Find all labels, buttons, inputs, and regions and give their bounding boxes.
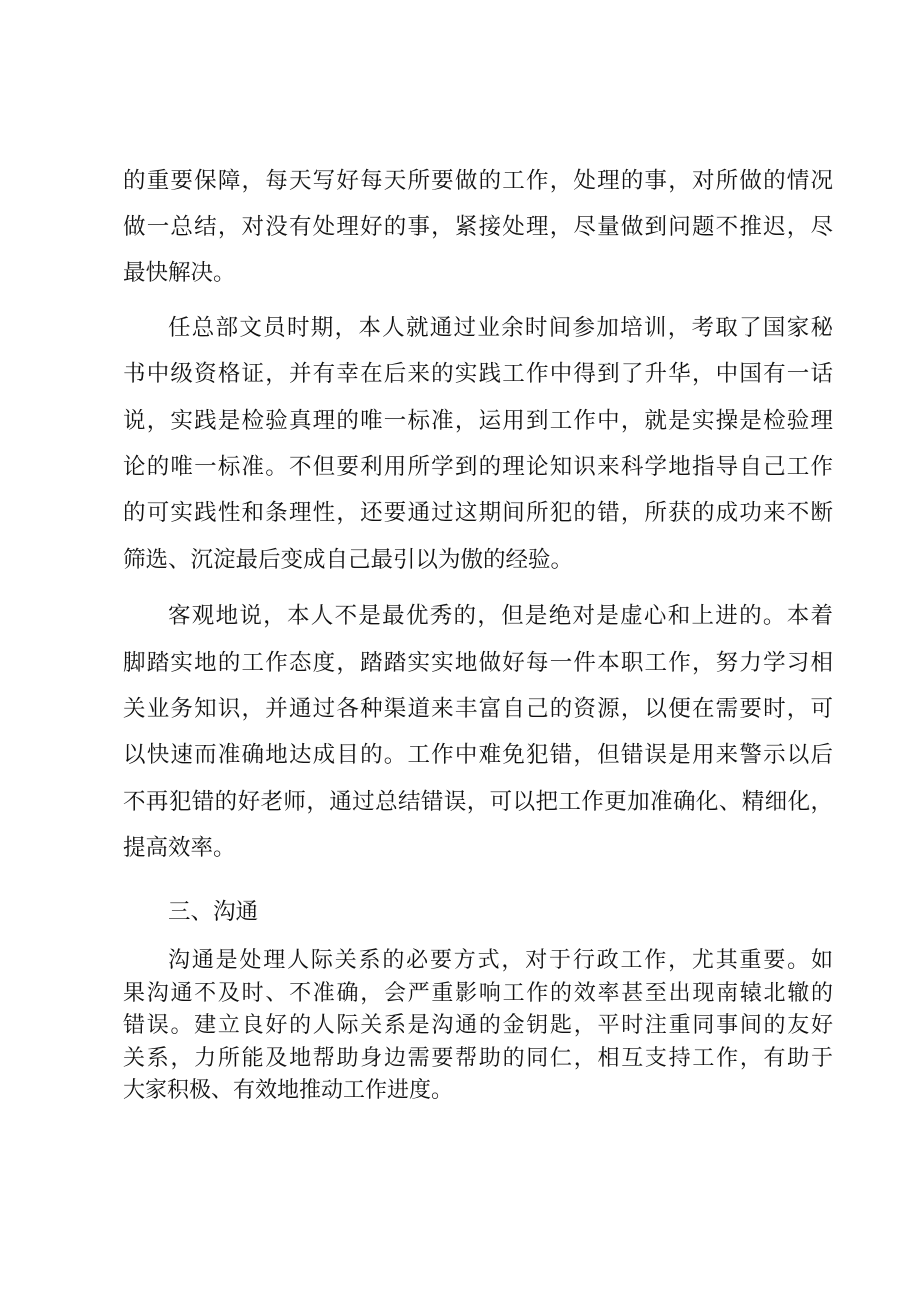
paragraph-3-line-5: 不再犯错的好老师，通过总结错误，可以把工作更加准确化、精细化，: [123, 789, 833, 815]
paragraph-2-line-4: 论的唯一标准。不但要利用所学到的理论知识来科学地指导自己工作: [123, 454, 833, 480]
paragraph-1-line-2: 做一总结，对没有处理好的事，紧接处理，尽量做到问题不推迟，尽: [123, 214, 833, 240]
paragraph-4-line-3: 错误。建立良好的人际关系是沟通的金钥匙，平时注重同事间的友好: [123, 1013, 833, 1038]
paragraph-3-line-3: 关业务知识，并通过各种渠道来丰富自己的资源，以便在需要时，可: [123, 696, 833, 722]
paragraph-2-line-6: 筛选、沉淀最后变成自己最引以为傲的经验。: [123, 547, 574, 573]
paragraph-1-line-3: 最快解决。: [123, 260, 236, 286]
paragraph-4-line-2: 果沟通不及时、不准确，会严重影响工作的效率甚至出现南辕北辙的: [123, 981, 833, 1006]
paragraph-3-line-4: 以快速而准确地达成目的。工作中难免犯错，但错误是用来警示以后: [123, 742, 833, 768]
paragraph-2-line-2: 书中级资格证，并有幸在后来的实践工作中得到了升华，中国有一话: [123, 361, 833, 387]
paragraph-2-line-3: 说，实践是检验真理的唯一标准，运用到工作中，就是实操是检验理: [123, 408, 833, 434]
paragraph-2-line-1: 任总部文员时期，本人就通过业余时间参加培训，考取了国家秘: [168, 315, 833, 341]
paragraph-3-line-1: 客观地说，本人不是最优秀的，但是绝对是虚心和上进的。本着: [168, 603, 833, 629]
paragraph-1-line-1: 的重要保障，每天写好每天所要做的工作，处理的事，对所做的情况: [123, 168, 833, 194]
section-heading: 三、沟通: [168, 899, 259, 925]
paragraph-2-line-5: 的可实践性和条理性，还要通过这期间所犯的错，所获的成功来不断: [123, 500, 833, 526]
paragraph-4-line-5: 大家积极、有效地推动工作进度。: [123, 1078, 454, 1103]
paragraph-4-line-4: 关系，力所能及地帮助身边需要帮助的同仁，相互支持工作，有助于: [123, 1046, 833, 1071]
paragraph-3-line-6: 提高效率。: [123, 835, 236, 861]
paragraph-3-line-2: 脚踏实地的工作态度，踏踏实实地做好每一件本职工作，努力学习相: [123, 650, 833, 676]
paragraph-4-line-1: 沟通是处理人际关系的必要方式，对于行政工作，尤其重要。如: [168, 948, 833, 973]
